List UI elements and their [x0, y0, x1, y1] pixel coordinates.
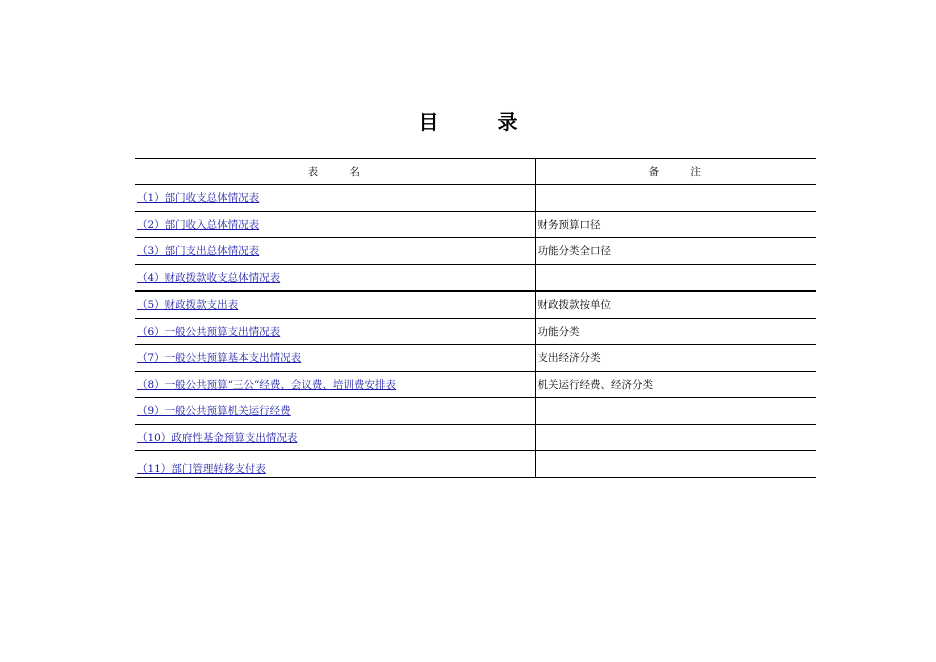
row-name-cell — [135, 345, 535, 372]
toc-link-1[interactable]: （1）部门收支总体情况表 — [137, 192, 260, 205]
toc-link-11[interactable]: （11）部门管理转移支付表 — [137, 463, 266, 475]
row-name-cell — [135, 318, 535, 345]
row-name-cell — [135, 424, 535, 451]
row-name-cell — [135, 264, 535, 291]
row-note-cell: 功能分类 — [535, 318, 816, 345]
row-note-cell: 支出经济分类 — [535, 345, 816, 372]
toc-link-2[interactable]: （2）部门收入总体情况表 — [137, 218, 260, 231]
row-note-cell — [535, 398, 816, 425]
row-name-cell — [135, 451, 535, 478]
toc-link-3[interactable]: （3）部门支出总体情况表 — [137, 245, 260, 258]
row-name-cell — [135, 238, 535, 265]
row-note-cell: 功能分类全口径 — [535, 238, 816, 265]
page-title — [0, 106, 936, 135]
toc-link-8[interactable]: （8）一般公共预算“三公”经费、会议费、培训费安排表 — [137, 378, 396, 391]
toc-link-7[interactable]: （7）一般公共预算基本支出情况表 — [137, 352, 302, 365]
row-note-cell — [535, 185, 816, 212]
toc-link-6[interactable]: （6）一般公共预算支出情况表 — [137, 325, 281, 338]
row-note-cell: 机关运行经费、经济分类 — [535, 371, 816, 398]
toc-link-9[interactable]: （9）一般公共预算机关运行经费 — [137, 405, 291, 418]
table-row — [135, 424, 816, 451]
toc-link-4[interactable]: （4）财政拨款收支总体情况表 — [137, 271, 281, 284]
row-note-cell — [535, 451, 816, 478]
row-name-cell — [135, 211, 535, 238]
table-row — [135, 291, 816, 318]
toc-link-10[interactable]: （10）政府性基金预算支出情况表 — [137, 431, 298, 444]
row-name-cell — [135, 185, 535, 212]
table-row — [135, 211, 816, 238]
row-note-cell — [535, 424, 816, 451]
table-row — [135, 185, 816, 212]
page-title-text: 目 录 — [418, 110, 544, 134]
row-note-cell — [535, 264, 816, 291]
toc-header-row — [135, 159, 816, 185]
row-name-cell — [135, 291, 535, 318]
table-row — [135, 371, 816, 398]
row-name-cell — [135, 398, 535, 425]
toc-table — [135, 158, 816, 478]
table-row — [135, 345, 816, 372]
table-row — [135, 451, 816, 478]
table-row — [135, 264, 816, 291]
header-table-name: 表 名 — [135, 159, 535, 185]
header-remarks: 备 注 — [535, 159, 816, 185]
row-note-cell: 财务预算口径 — [535, 211, 816, 238]
table-row — [135, 398, 816, 425]
row-name-cell — [135, 371, 535, 398]
table-row — [135, 318, 816, 345]
toc-link-5[interactable]: （5）财政拨款支出表 — [137, 299, 239, 312]
row-note-cell: 财政拨款按单位 — [535, 291, 816, 318]
table-row — [135, 238, 816, 265]
